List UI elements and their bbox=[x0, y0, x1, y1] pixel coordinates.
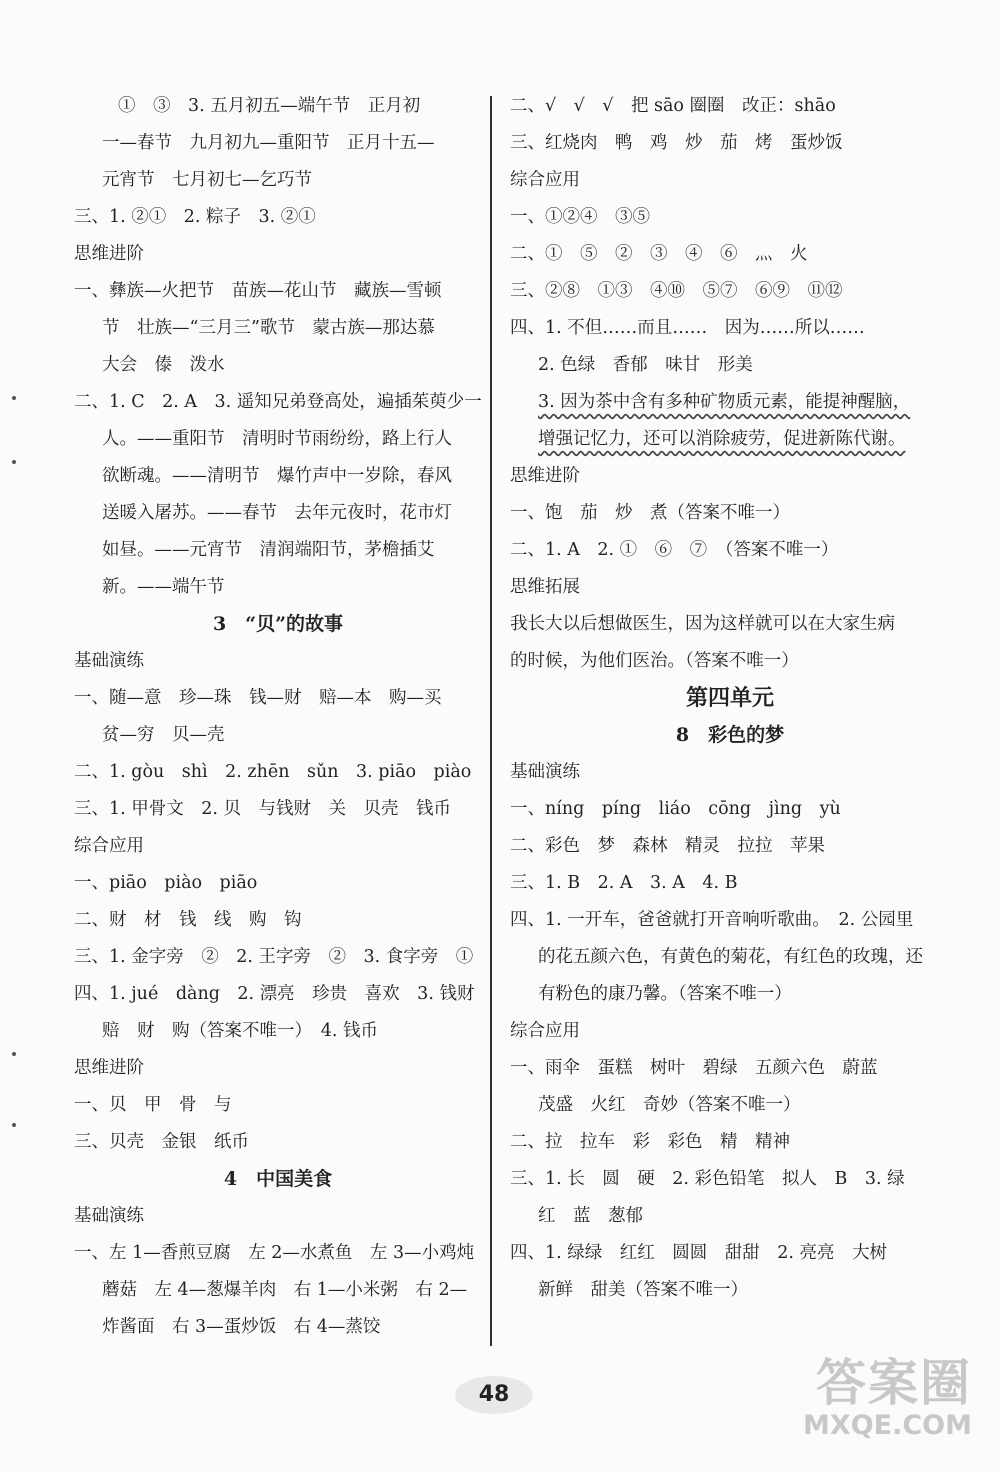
right-line: 增强记忆力，还可以消除疲劳，促进新陈代谢。 bbox=[538, 429, 906, 449]
left-line: 三、1. ②① 2. 粽子 3. ②① bbox=[74, 207, 316, 227]
left-line: 三、贝壳 金银 纸币 bbox=[74, 1132, 249, 1152]
left-line: 一、piāo piào piāo bbox=[74, 873, 258, 893]
left-line: 综合应用 bbox=[74, 836, 144, 856]
margin-dot bbox=[12, 396, 16, 400]
left-line: 送暖入屠苏。——春节 去年元夜时，花市灯 bbox=[102, 503, 452, 523]
right-line: 三、红烧肉 鸭 鸡 炒 茄 烤 蛋炒饭 bbox=[510, 133, 843, 153]
right-line: 二、1. A 2. ① ⑥ ⑦ （答案不唯一） bbox=[510, 540, 839, 560]
right-line: 二、彩色 梦 森林 精灵 拉拉 苹果 bbox=[510, 836, 825, 856]
right-line: 四、1. 绿绿 红红 圆圆 甜甜 2. 亮亮 大树 bbox=[510, 1243, 888, 1263]
right-line: 第四单元 bbox=[685, 685, 774, 711]
right-line: 一、饱 茄 炒 煮（答案不唯一） bbox=[510, 503, 790, 523]
right-line: 茂盛 火红 奇妙（答案不唯一） bbox=[538, 1095, 801, 1115]
watermark-url: MXQE.COM bbox=[803, 1410, 972, 1441]
right-line: 综合应用 bbox=[510, 170, 580, 190]
left-line: 大会 傣 泼水 bbox=[102, 355, 225, 375]
left-line: 贫—穷 贝—壳 bbox=[102, 725, 225, 745]
left-line: 基础演练 bbox=[74, 1206, 144, 1226]
left-line: ① ③ 3. 五月初五—端午节 正月初 bbox=[118, 96, 421, 116]
column-divider bbox=[490, 96, 492, 1346]
right-line: 一、níng píng liáo cōng jìng yù bbox=[510, 799, 841, 819]
right-line: 三、②⑧ ①③ ④⑩ ⑤⑦ ⑥⑨ ⑪⑫ bbox=[510, 281, 843, 301]
left-line: 人。——重阳节 清明时节雨纷纷，路上行人 bbox=[102, 429, 452, 449]
right-line: 三、1. 长 圆 硬 2. 彩色铅笔 拟人 B 3. 绿 bbox=[510, 1169, 905, 1189]
left-line: 3 “贝”的故事 bbox=[212, 613, 344, 635]
page-number: 48 bbox=[455, 1376, 533, 1414]
left-line: 基础演练 bbox=[74, 651, 144, 671]
left-line: 4 中国美食 bbox=[223, 1168, 333, 1190]
left-line: 一、随—意 珍—珠 钱—财 赔—本 购—买 bbox=[74, 688, 442, 708]
left-line: 二、1. gòu shì 2. zhēn sǔn 3. piāo piào bbox=[74, 762, 472, 782]
right-line: 基础演练 bbox=[510, 762, 580, 782]
left-line: 赔 财 购（答案不唯一） 4. 钱币 bbox=[102, 1021, 379, 1041]
left-line: 一、贝 甲 骨 与 bbox=[74, 1095, 232, 1115]
right-line: 四、1. 不但……而且…… 因为……所以…… bbox=[510, 318, 865, 338]
left-line: 如昼。——元宵节 清润端阳节，茅檐插艾 bbox=[102, 540, 435, 560]
left-line: 一、彝族—火把节 苗族—花山节 藏族—雪顿 bbox=[74, 281, 442, 301]
right-line: 的时候，为他们医治。（答案不唯一） bbox=[510, 651, 799, 671]
watermark-text: 答案圈 bbox=[816, 1354, 972, 1412]
right-line: 四、1. 一开车，爸爸就打开音响听歌曲。 2. 公园里 bbox=[510, 910, 914, 930]
left-line: 一、左 1—香煎豆腐 左 2—水煮鱼 左 3—小鸡炖 bbox=[74, 1243, 475, 1263]
left-line: 元宵节 七月初七—乞巧节 bbox=[102, 170, 312, 190]
right-column bbox=[510, 88, 950, 1309]
left-line: 新。——端午节 bbox=[102, 577, 225, 597]
left-line: 二、财 材 钱 线 购 钩 bbox=[74, 910, 302, 930]
left-line: 节 壮族—“三月三”歌节 蒙古族—那达慕 bbox=[102, 318, 435, 338]
right-line: 二、√ √ √ 把 sāo 圈圈 改正：shāo bbox=[510, 96, 836, 116]
margin-dot bbox=[12, 1123, 16, 1127]
right-line: 一、①②④ ③⑤ bbox=[510, 207, 650, 227]
right-line: 思维拓展 bbox=[510, 577, 580, 597]
left-line: 二、1. C 2. A 3. 遥知兄弟登高处，遍插茱萸少一 bbox=[74, 392, 482, 412]
right-line: 三、1. B 2. A 3. A 4. B bbox=[510, 873, 738, 893]
right-line: 新鲜 甜美（答案不唯一） bbox=[538, 1280, 748, 1300]
left-column bbox=[74, 88, 482, 1346]
margin-dot bbox=[12, 1052, 16, 1056]
right-line: 二、① ⑤ ② ③ ④ ⑥ 灬 火 bbox=[510, 244, 808, 264]
right-line: 一、雨伞 蛋糕 树叶 碧绿 五颜六色 蔚蓝 bbox=[510, 1058, 878, 1078]
watermark-logo bbox=[754, 1355, 972, 1451]
margin-dot bbox=[12, 460, 16, 464]
right-line: 3. 因为茶中含有多种矿物质元素，能提神醒脑， bbox=[538, 392, 911, 412]
left-line: 思维进阶 bbox=[74, 244, 144, 264]
left-line: 三、1. 金字旁 ② 2. 王字旁 ② 3. 食字旁 ① bbox=[74, 947, 474, 967]
left-line: 炸酱面 右 3—蛋炒饭 右 4—蒸饺 bbox=[102, 1317, 381, 1337]
right-line: 8 彩色的梦 bbox=[675, 724, 785, 746]
left-line: 思维进阶 bbox=[74, 1058, 144, 1078]
left-line: 一—春节 九月初九—重阳节 正月十五— bbox=[102, 133, 435, 153]
right-line: 我长大以后想做医生，因为这样就可以在大家生病 bbox=[510, 614, 895, 634]
right-line: 思维进阶 bbox=[510, 466, 580, 486]
left-line: 四、1. jué dàng 2. 漂亮 珍贵 喜欢 3. 钱财 bbox=[74, 984, 475, 1004]
right-line: 综合应用 bbox=[510, 1021, 580, 1041]
right-line: 红 蓝 葱郁 bbox=[538, 1206, 643, 1226]
left-line: 欲断魂。——清明节 爆竹声中一岁除，春风 bbox=[102, 466, 452, 486]
left-line: 蘑菇 左 4—葱爆羊肉 右 1—小米粥 右 2— bbox=[102, 1280, 468, 1300]
left-line: 三、1. 甲骨文 2. 贝 与钱财 关 贝壳 钱币 bbox=[74, 799, 452, 819]
right-line: 2. 色绿 香郁 味甘 形美 bbox=[538, 355, 753, 375]
right-line: 二、拉 拉车 彩 彩色 精 精神 bbox=[510, 1132, 790, 1152]
right-line: 的花五颜六色，有黄色的菊花，有红色的玫瑰，还 bbox=[538, 947, 923, 967]
right-line: 有粉色的康乃馨。（答案不唯一） bbox=[538, 984, 792, 1004]
